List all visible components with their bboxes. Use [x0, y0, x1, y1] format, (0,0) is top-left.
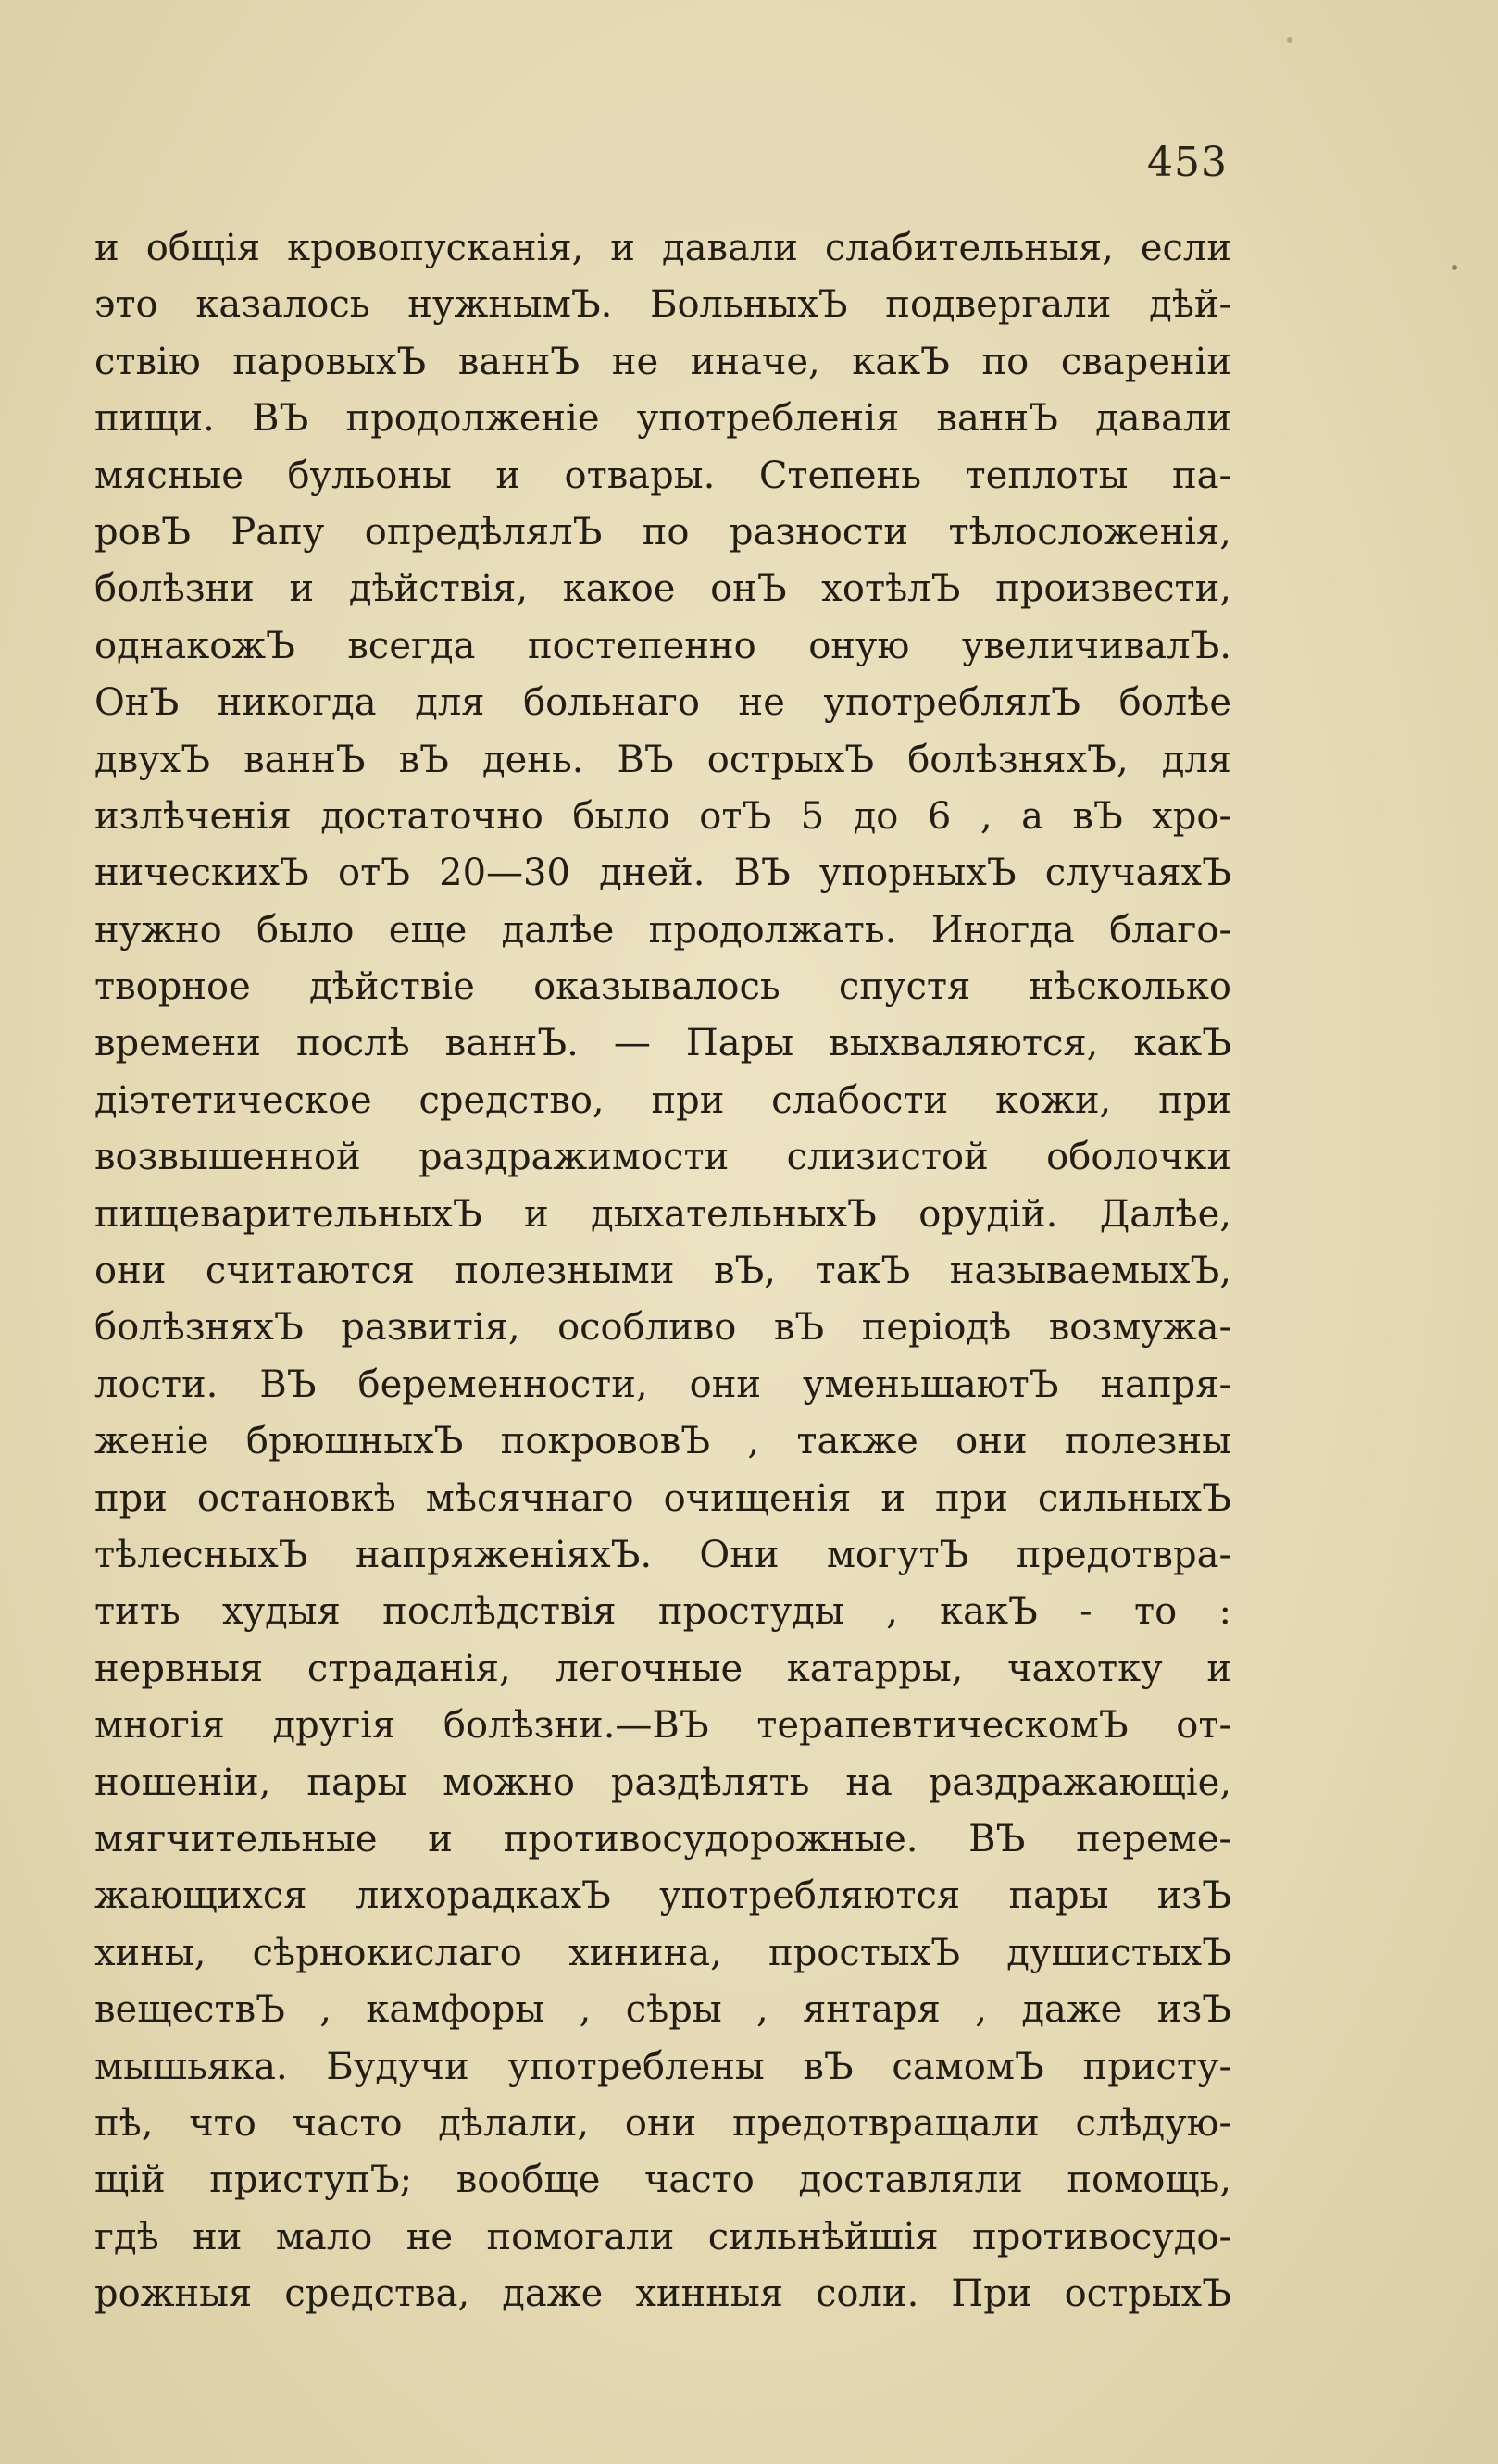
text-line: діэтетическое средство, при слабости кожи, при — [94, 1078, 1231, 1122]
text-line: мышьяка. Будучи употреблены вЪ самомЪ присту- — [94, 2045, 1231, 2088]
text-line: мягчительные и противосудорожные. ВЪ переме- — [94, 1817, 1231, 1860]
text-line: ническихЪ отЪ 20—30 дней. ВЪ упорныхЪ случаяхЪ — [94, 852, 1231, 895]
text-line: и общія кровопусканія, и давали слабительныя, если — [94, 227, 1231, 269]
text-line: двухЪ ваннЪ вЪ день. ВЪ острыхЪ болѣзняхЪ, для — [94, 738, 1231, 781]
text-line: болѣзняхЪ развитія, особливо вЪ періодѣ возмужа- — [94, 1306, 1231, 1350]
text-line: творное дѣйствіе оказывалось спустя нѣсколько — [94, 965, 1231, 1009]
text-line: при остановкѣ мѣсячнаго очищенія и при сильныхЪ — [94, 1476, 1231, 1520]
text-line: это казалось нужнымЪ. БольныхЪ подвергали дѣй- — [94, 283, 1231, 327]
text-line: гдѣ ни мало не помогали сильнѣйшія противосудо- — [94, 2215, 1231, 2259]
text-line: возвышенной раздражимости слизистой оболочки — [94, 1136, 1231, 1179]
text-line: пищи. ВЪ продолженіе употребленія ваннЪ давали — [94, 397, 1231, 441]
text-line: тить худыя послѣдствія простуды , какЪ - то : — [94, 1590, 1231, 1634]
text-line: нужно было еще далѣе продолжать. Иногда благо- — [94, 908, 1231, 952]
text-line: щій приступЪ; вообще часто доставляли помощь, — [94, 2159, 1231, 2202]
text-line: женіе брюшныхЪ покрововЪ , также они полезны — [94, 1420, 1231, 1463]
text-line: они считаются полезными вЪ, такЪ называемыхЪ, — [94, 1250, 1231, 1293]
paper-speck — [1287, 37, 1292, 43]
text-line: пищеварительныхЪ и дыхательныхЪ орудій. Далѣе, — [94, 1192, 1231, 1236]
text-line: рожныя средства, даже хинныя соли. При острыхЪ — [94, 2272, 1231, 2316]
text-line: мясные бульоны и отвары. Степень теплоты па- — [94, 454, 1231, 497]
text-line: тѣлесныхЪ напряженіяхЪ. Они могутЪ предотвра- — [94, 1533, 1231, 1576]
text-line: веществЪ , камфоры , сѣры , янтаря , даже изЪ — [94, 1988, 1231, 2032]
text-line: пѣ, что часто дѣлали, они предотвращали слѣдую- — [94, 2101, 1231, 2145]
text-line: ровЪ Рапу опредѣлялЪ по разности тѣлосложенія, — [94, 510, 1231, 554]
text-line: многія другія болѣзни.—ВЪ терапевтическомЪ от- — [94, 1704, 1231, 1748]
text-line: времени послѣ ваннЪ. — Пары выхваляются, какЪ — [94, 1022, 1231, 1065]
text-line: нервныя страданія, легочные катарры, чахотку и — [94, 1647, 1231, 1690]
text-line: ствію паровыхЪ ваннЪ не иначе, какЪ по свареніи — [94, 340, 1231, 383]
text-line: ОнЪ никогда для больнаго не употреблялЪ болѣе — [94, 681, 1231, 725]
page-number: 453 — [1147, 139, 1228, 186]
text-line: лости. ВЪ беременности, они уменьшаютЪ напря- — [94, 1363, 1231, 1406]
text-line: ношеніи, пары можно раздѣлять на раздражающіе, — [94, 1761, 1231, 1804]
text-line: однакожЪ всегда постепенно оную увеличивалЪ. — [94, 624, 1231, 667]
text-line: хины, сѣрнокислаго хинина, простыхЪ душистыхЪ — [94, 1931, 1231, 1974]
body-text — [94, 220, 1231, 2322]
paper-speck — [1452, 265, 1457, 270]
text-line: болѣзни и дѣйствія, какое онЪ хотѣлЪ произвести, — [94, 567, 1231, 611]
text-line: жающихся лихорадкахЪ употребляются пары изЪ — [94, 1874, 1231, 1918]
text-line: излѣченія достаточно было отЪ 5 до 6 , а вЪ хро- — [94, 794, 1231, 838]
